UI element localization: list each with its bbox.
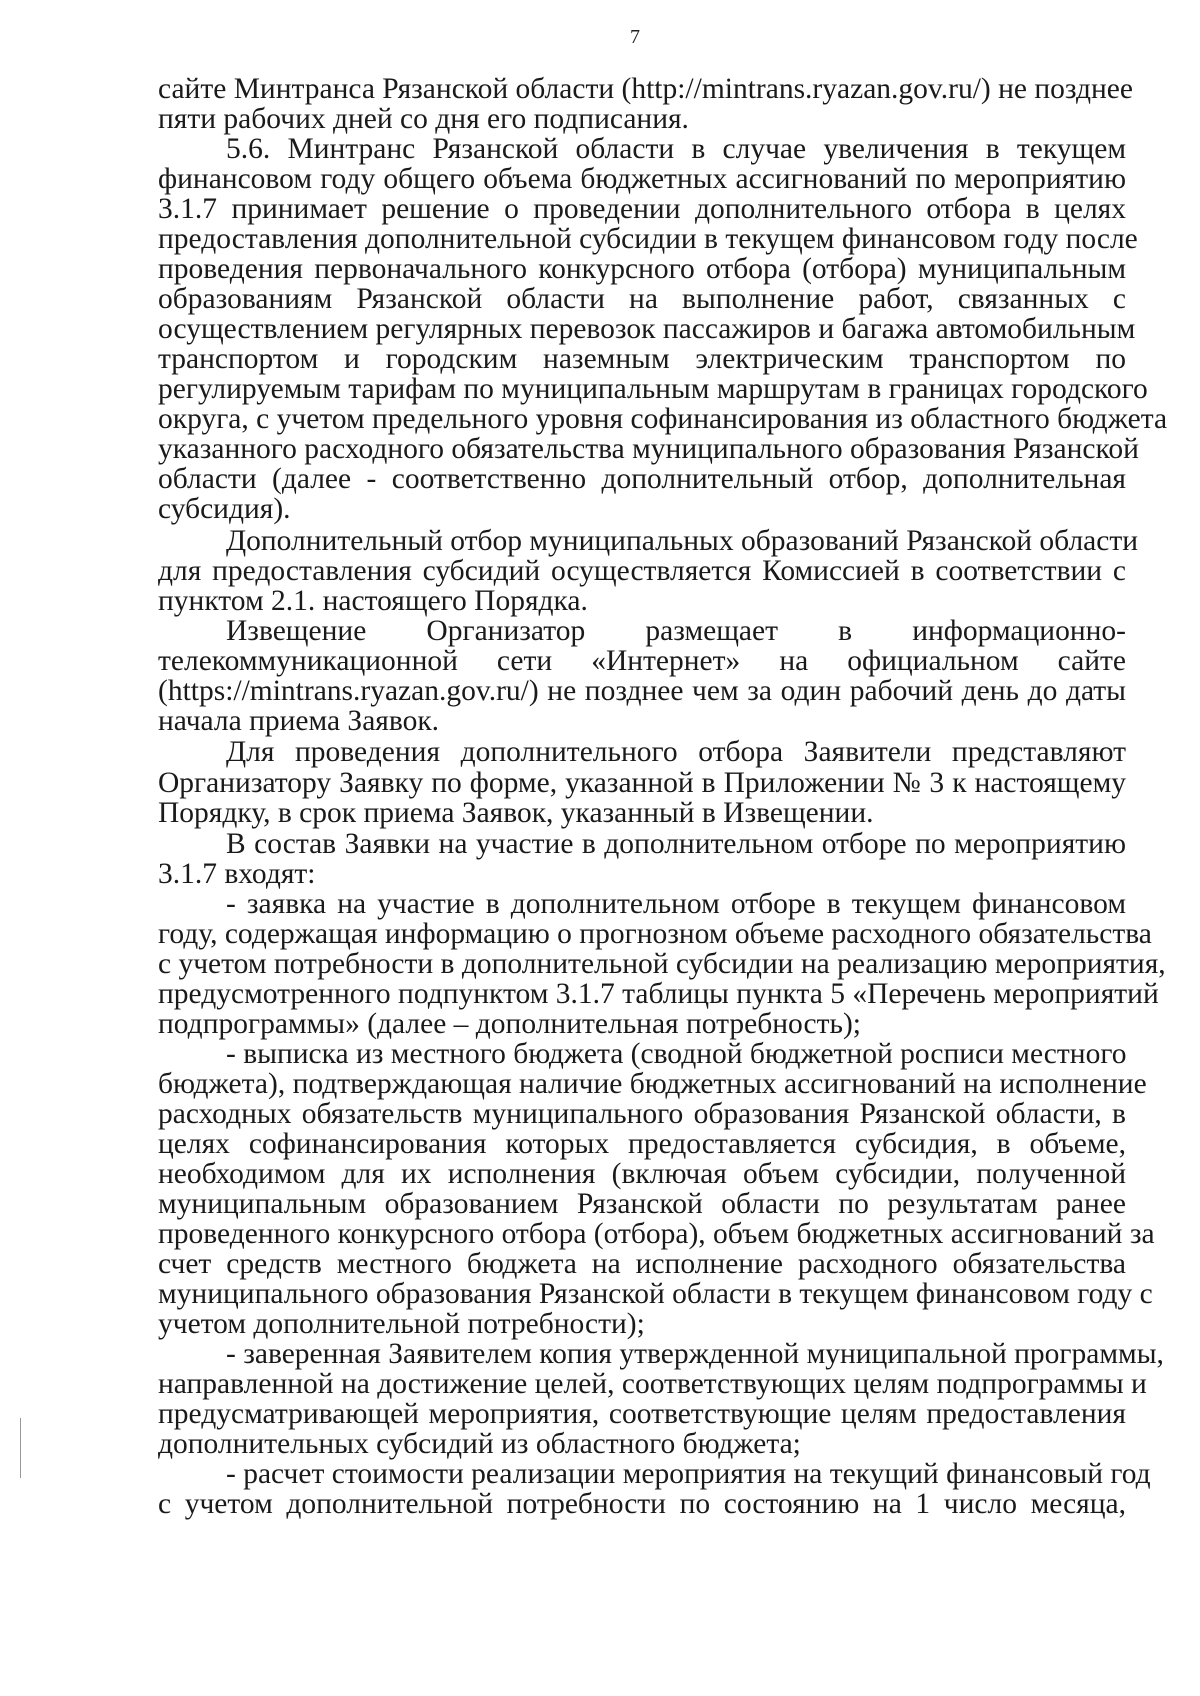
- text-line: предоставления дополнительной субсидии в текущем финансовом году после: [158, 223, 1138, 255]
- text-line: для предоставления субсидий осуществляется Комиссией в соответствии с: [158, 555, 1126, 587]
- text-line: предусматривающей мероприятия, соответствующие целям предоставления: [158, 1398, 1126, 1430]
- text-line: округа, с учетом предельного уровня софинансирования из областного бюджета: [158, 403, 1168, 435]
- text-line: Извещение Организатор размещает в информационно-: [226, 615, 1126, 647]
- text-line: муниципального образования Рязанской области в текущем финансовом году с: [158, 1278, 1153, 1310]
- text-line: подпрограммы» (далее – дополнительная потребность);: [158, 1008, 861, 1040]
- text-line: - расчет стоимости реализации мероприятия на текущий финансовый год: [226, 1458, 1151, 1490]
- text-line: Порядку, в срок приема Заявок, указанный в Извещении.: [158, 797, 874, 829]
- text-line: области (далее - соответственно дополнительный отбор, дополнительная: [158, 463, 1126, 495]
- text-line: году, содержащая информацию о прогнозном объеме расходного обязательства: [158, 918, 1152, 950]
- text-line: счет средств местного бюджета на исполнение расходного обязательства: [158, 1248, 1126, 1280]
- text-line: учетом дополнительной потребности);: [158, 1308, 645, 1340]
- text-line: с учетом дополнительной потребности по состоянию на 1 число месяца,: [158, 1488, 1126, 1520]
- text-line: телекоммуникационной сети «Интернет» на официальном сайте: [158, 645, 1126, 677]
- text-line: субсидия).: [158, 493, 291, 525]
- text-line: (https://mintrans.ryazan.gov.ru/) не позднее чем за один рабочий день до даты: [158, 675, 1126, 707]
- margin-scan-mark: [20, 1418, 21, 1478]
- text-line: 3.1.7 входят:: [158, 858, 316, 890]
- text-line: осуществлением регулярных перевозок пассажиров и багажа автомобильным: [158, 313, 1136, 345]
- text-line: бюджета), подтверждающая наличие бюджетных ассигнований на исполнение: [158, 1068, 1147, 1100]
- text-line: необходимом для их исполнения (включая объем субсидии, полученной: [158, 1158, 1126, 1190]
- text-line: с учетом потребности в дополнительной субсидии на реализацию мероприятия,: [158, 948, 1166, 980]
- text-line: Дополнительный отбор муниципальных образований Рязанской области: [226, 525, 1139, 557]
- text-line: целях софинансирования которых предоставляется субсидия, в объеме,: [158, 1128, 1126, 1160]
- text-line: - выписка из местного бюджета (сводной бюджетной росписи местного: [226, 1038, 1127, 1070]
- text-line: дополнительных субсидий из областного бюджета;: [158, 1428, 801, 1460]
- text-line: Для проведения дополнительного отбора Заявители представляют: [226, 736, 1126, 768]
- text-line: пунктом 2.1. настоящего Порядка.: [158, 585, 588, 617]
- text-line: сайте Минтранса Рязанской области (http://mintrans.ryazan.gov.ru/) не позднее: [158, 73, 1133, 105]
- text-line: муниципальным образованием Рязанской области по результатам ранее: [158, 1188, 1126, 1220]
- text-line: - заявка на участие в дополнительном отборе в текущем финансовом: [226, 888, 1126, 920]
- text-line: проведенного конкурсного отбора (отбора), объем бюджетных ассигнований за: [158, 1218, 1155, 1250]
- text-line: - заверенная Заявителем копия утвержденной муниципальной программы,: [226, 1338, 1164, 1370]
- text-line: указанного расходного обязательства муниципального образования Рязанской: [158, 433, 1139, 465]
- text-line: начала приема Заявок.: [158, 705, 440, 737]
- text-line: образованиям Рязанской области на выполнение работ, связанных с: [158, 283, 1126, 315]
- text-line: направленной на достижение целей, соответствующих целям подпрограммы и: [158, 1368, 1147, 1400]
- text-line: регулируемым тарифам по муниципальным маршрутам в границах городского: [158, 373, 1148, 405]
- text-line: 3.1.7 принимает решение о проведении дополнительного отбора в целях: [158, 193, 1126, 225]
- text-line: В состав Заявки на участие в дополнительном отборе по мероприятию: [226, 828, 1126, 860]
- text-line: финансовом году общего объема бюджетных ассигнований по мероприятию: [158, 163, 1126, 195]
- text-line: предусмотренного подпунктом 3.1.7 таблицы пункта 5 «Перечень мероприятий: [158, 978, 1159, 1010]
- text-line: проведения первоначального конкурсного отбора (отбора) муниципальным: [158, 253, 1126, 285]
- page-number: 7: [630, 26, 640, 48]
- text-line: транспортом и городским наземным электрическим транспортом по: [158, 343, 1126, 375]
- text-line: Организатору Заявку по форме, указанной в Приложении № 3 к настоящему: [158, 767, 1126, 799]
- text-line: пяти рабочих дней со дня его подписания.: [158, 103, 689, 135]
- text-line: расходных обязательств муниципального образования Рязанской области, в: [158, 1098, 1126, 1130]
- text-line: 5.6. Минтранс Рязанской области в случае увеличения в текущем: [226, 133, 1126, 165]
